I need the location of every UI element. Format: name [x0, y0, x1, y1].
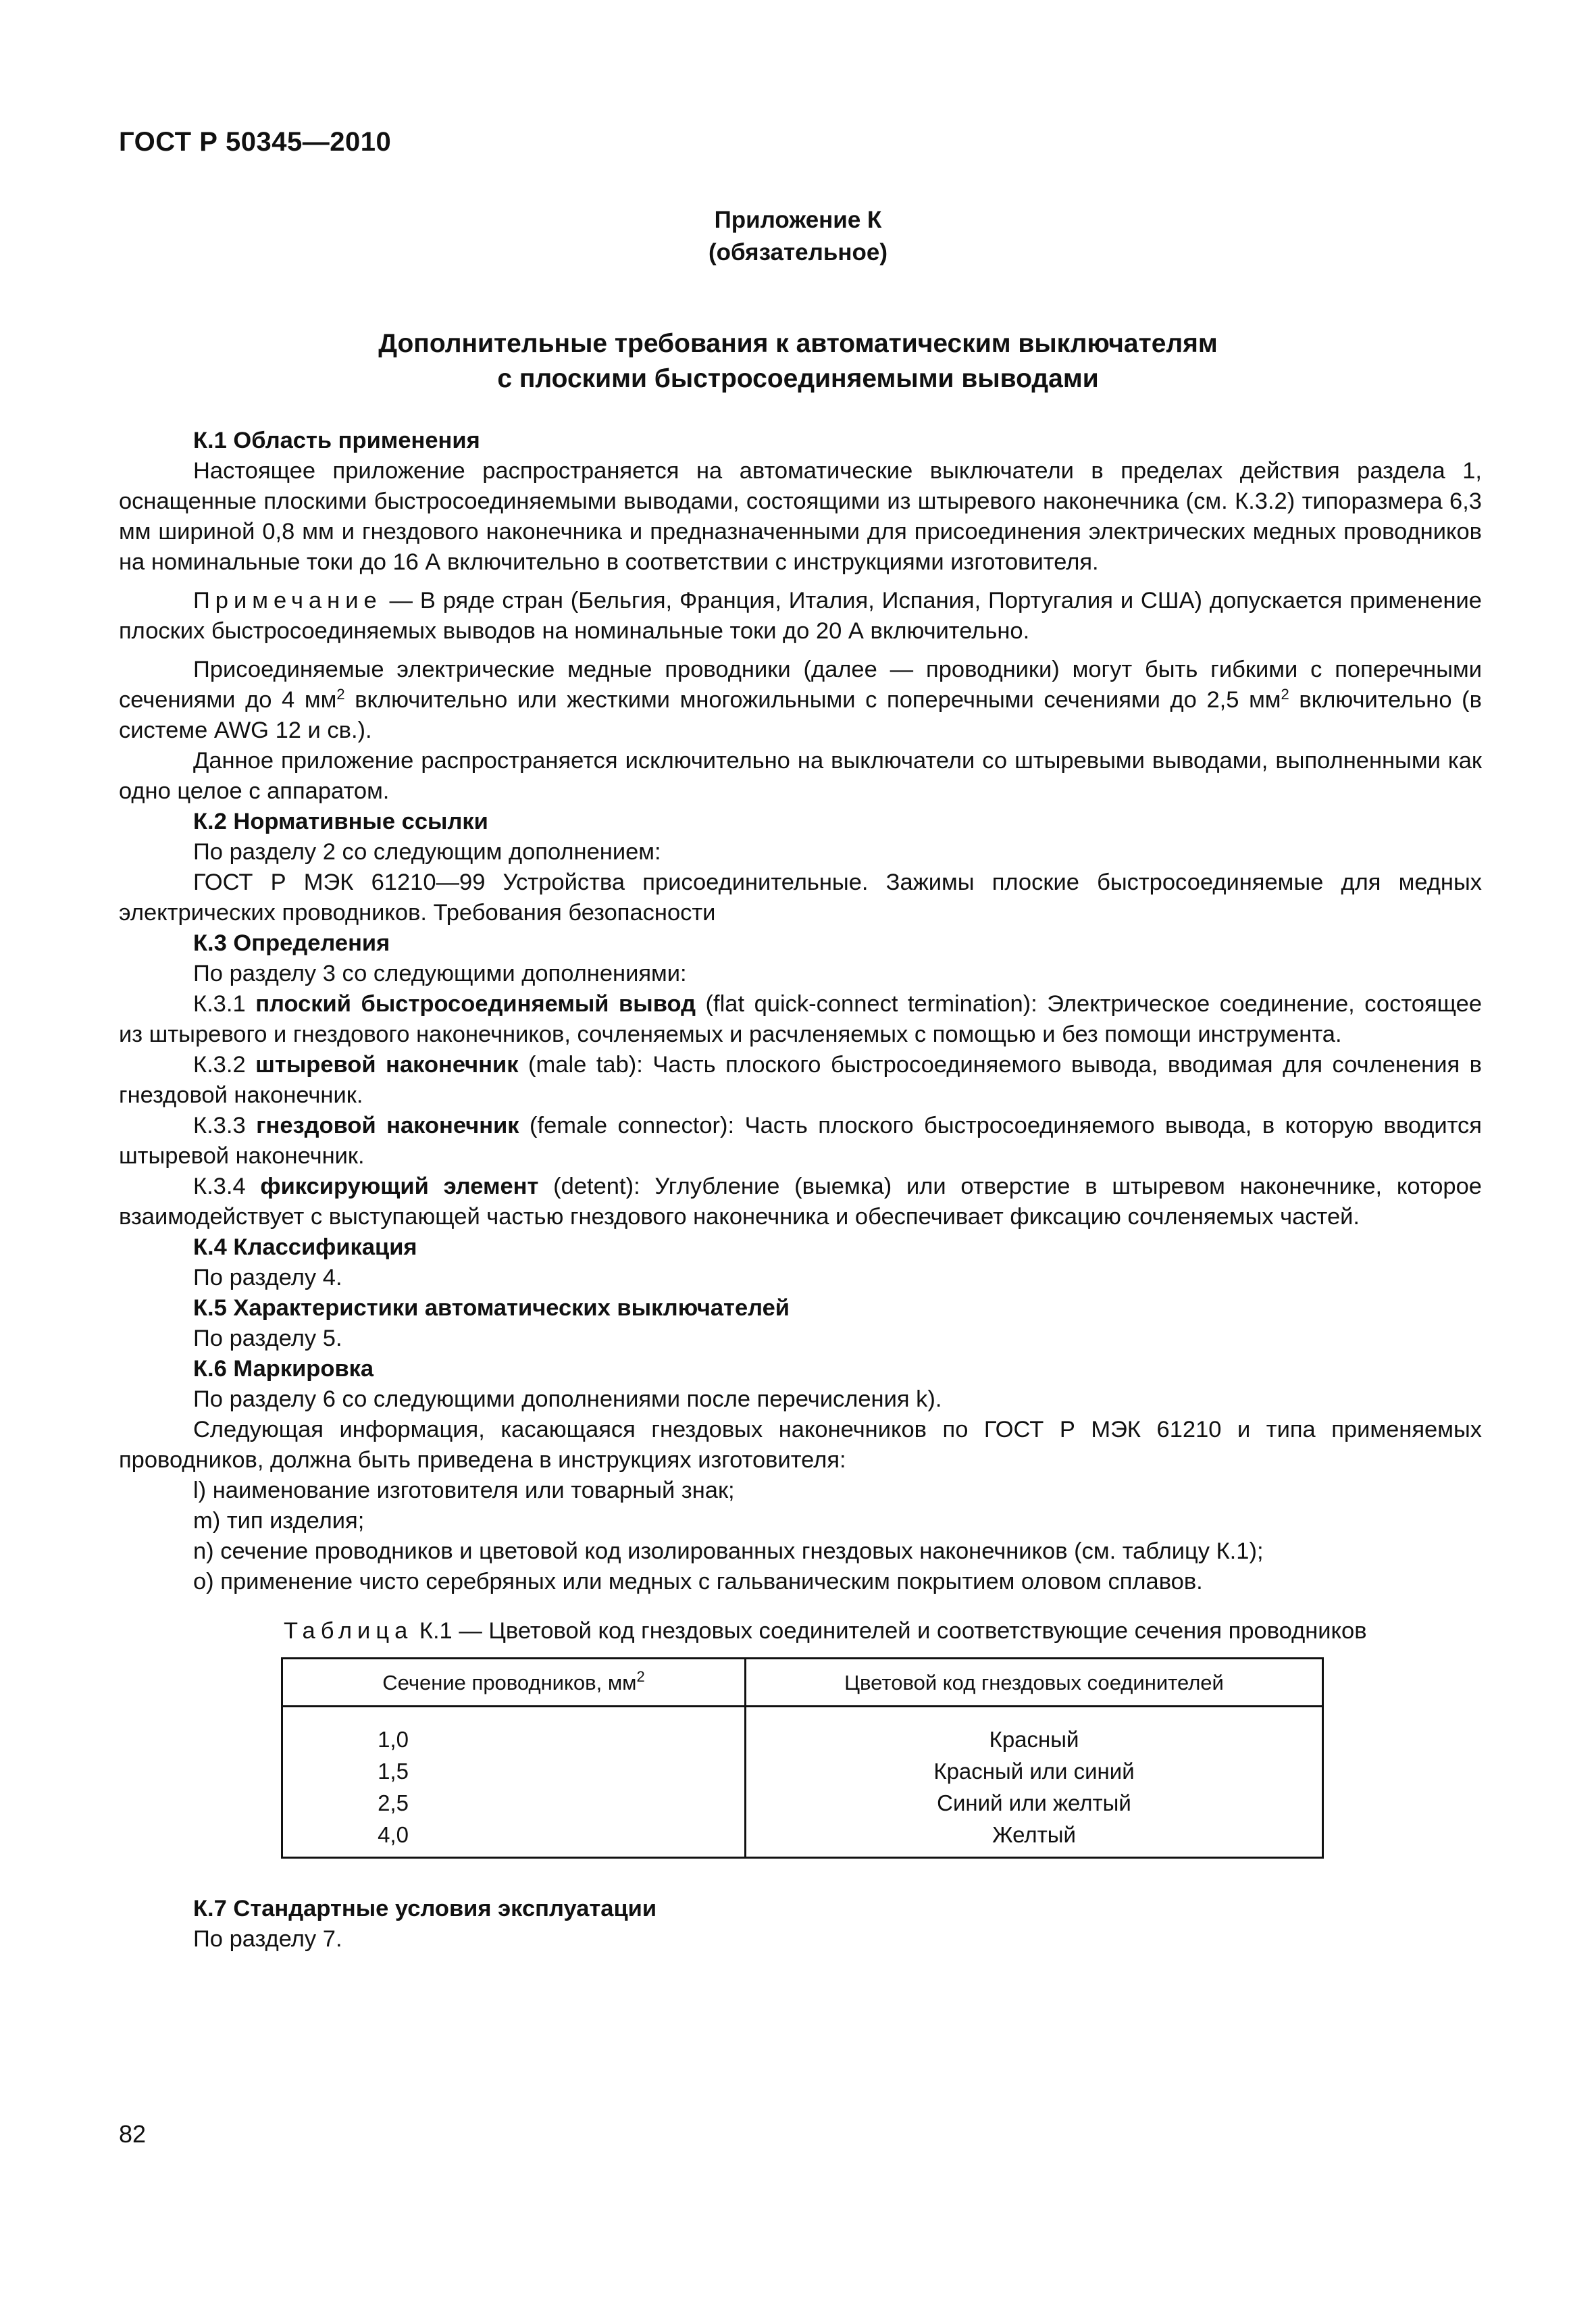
paragraph: По разделу 2 со следующим дополнением:: [193, 839, 661, 865]
definition-text: (female connector): Часть плоского быстросоединяемого вывода, в которую вводится штыревой наконечник.: [119, 1113, 1482, 1169]
list-item: m) тип изделия;: [193, 1508, 365, 1534]
definition: [119, 1172, 1482, 1232]
definition: [119, 1111, 1482, 1172]
definition-number: К.3.2: [193, 1052, 256, 1078]
table-caption-label: Таблица: [284, 1618, 413, 1644]
paragraph: По разделу 3 со следующими дополнениями:: [193, 961, 687, 986]
definition-term: фиксирующий элемент: [260, 1174, 539, 1199]
paragraph: [119, 655, 1482, 746]
section-heading-k5: К.5 Характеристики автоматических выключателей: [193, 1295, 790, 1321]
annex-heading: [0, 204, 1596, 269]
annex-title: Приложение К: [714, 207, 882, 233]
superscript: 2: [1281, 686, 1289, 703]
superscript: 2: [636, 1667, 645, 1685]
list-item: l) наименование изготовителя или товарный знак;: [193, 1478, 735, 1503]
definition-number: К.3.4: [193, 1174, 261, 1199]
definition-text: (flat quick-connect termination): Электрическое соединение, состоящее из штыревого и гнездового наконечников, сочленяемых и расчленяемых с помощью и без помощи инструмента.: [119, 991, 1483, 1047]
cell-text: 1,0: [378, 1727, 409, 1752]
title-line-1: Дополнительные требования к автоматическим выключателям: [378, 329, 1218, 358]
table-cell-section: [282, 1819, 746, 1858]
section-heading-k3: К.3 Определения: [193, 930, 390, 956]
annex-status: (обязательное): [708, 239, 887, 266]
column-header-text: Сечение проводников, мм: [382, 1670, 637, 1694]
table-row: [282, 1787, 1323, 1819]
cell-text: 4,0: [378, 1822, 409, 1847]
paragraph: Следующая информация, касающаяся гнездовых наконечников по ГОСТ Р МЭК 61210 и типа применяемых проводников, должна быть приведена в инструкциях изготовителя:: [119, 1417, 1482, 1473]
definition-term: штыревой наконечник: [255, 1052, 519, 1078]
text-fragment: включительно или жесткими многожильными с поперечными сечениями до 2,5 мм: [344, 687, 1281, 713]
cell-text: 1,5: [378, 1759, 409, 1784]
table-cell-color: Желтый: [746, 1819, 1323, 1858]
section-heading-k2: К.2 Нормативные ссылки: [193, 809, 488, 834]
title-line-2: с плоскими быстросоединяемыми выводами: [497, 364, 1099, 393]
paragraph: ГОСТ Р МЭК 61210—99 Устройства присоединительные. Зажимы плоские быстросоединяемые для медных электрических проводников. Требования безопасности: [119, 870, 1482, 926]
table-cell-color: Красный или синий: [746, 1755, 1323, 1787]
paragraph: По разделу 7.: [193, 1926, 342, 1952]
section-heading-k7: К.7 Стандартные условия эксплуатации: [193, 1896, 657, 1921]
table-cell-color: Синий или желтый: [746, 1787, 1323, 1819]
section-heading-k1: К.1 Область применения: [193, 428, 480, 453]
text-fragment: включительно (в системе AWG 12 и св.).: [119, 687, 1482, 743]
table-spacer-row: [282, 1707, 1323, 1724]
definition-text: (detent): Углубление (выемка) или отверстие в штыревом наконечнике, которое взаимодействует с выступающей частью гнездового наконечника и обеспечивает фиксацию сочленяемых частей.: [119, 1174, 1482, 1230]
page-number: 82: [119, 2120, 147, 2148]
note-label: Примечание: [193, 588, 382, 613]
definition: [119, 989, 1482, 1050]
definition: [119, 1050, 1482, 1111]
document-body: [119, 426, 1482, 1955]
column-header-section: [282, 1659, 746, 1707]
list-item: o) применение чисто серебряных или медных с гальваническим покрытием оловом сплавов.: [193, 1569, 1203, 1594]
paragraph: По разделу 4.: [193, 1265, 342, 1290]
paragraph: По разделу 6 со следующими дополнениями после перечисления k).: [193, 1386, 942, 1412]
table-cell-section: [282, 1724, 746, 1755]
table-row: [282, 1724, 1323, 1755]
table-cell-section: [282, 1755, 746, 1787]
superscript: 2: [336, 686, 345, 703]
column-header-color: Цветовой код гнездовых соединителей: [746, 1659, 1323, 1707]
table-cell-color: Красный: [746, 1724, 1323, 1755]
table-header-row: [282, 1659, 1323, 1707]
section-heading-k4: К.4 Классификация: [193, 1234, 417, 1260]
section-heading-k6: К.6 Маркировка: [193, 1356, 374, 1382]
definition-text: (male tab): Часть плоского быстросоединяемого вывода, вводимая для сочленения в гнездовой наконечник.: [119, 1052, 1482, 1108]
note-paragraph: [119, 586, 1482, 647]
paragraph: По разделу 5.: [193, 1326, 342, 1351]
standard-header: ГОСТ Р 50345—2010: [119, 127, 392, 157]
table-caption-text: К.1 — Цветовой код гнездовых соединителей и соответствующие сечения проводников: [413, 1618, 1367, 1644]
definition-term: плоский быстросоединяемый вывод: [255, 991, 696, 1017]
paragraph: Настоящее приложение распространяется на автоматические выключатели в пределах действия раздела 1, оснащенные плоскими быстросоединяемыми выводами, состоящими из штыревого наконечника (см. К.3.2) типоразмера 6,3 мм шириной 0,8 мм и гнездового наконечника и предназначенными для присоединения электрических медных проводников на номинальные токи до 16 А включительно в соответствии с инструкциями изготовителя.: [119, 458, 1482, 575]
cell-text: 2,5: [378, 1790, 409, 1815]
color-code-table: [281, 1657, 1324, 1859]
table-row: [282, 1755, 1323, 1787]
document-title: [0, 326, 1596, 397]
note-text: — В ряде стран (Бельгия, Франция, Италия, Испания, Португалия и США) допускается применение плоских быстросоединяемых выводов на номинальные токи до 20 А включительно.: [119, 588, 1482, 644]
definition-number: К.3.3: [193, 1113, 257, 1138]
table-cell-section: [282, 1787, 746, 1819]
paragraph: Данное приложение распространяется исключительно на выключатели со штыревыми выводами, выполненными как одно целое с аппаратом.: [119, 748, 1482, 804]
table-row: [282, 1819, 1323, 1858]
text-fragment: Присоединяемые электрические медные проводники (далее — проводники) могут быть гибкими с поперечными сечениями до 4 мм: [119, 657, 1482, 713]
definition-number: К.3.1: [193, 991, 256, 1017]
table-caption: [284, 1616, 1432, 1646]
definition-term: гнездовой наконечник: [256, 1113, 519, 1138]
list-item: n) сечение проводников и цветовой код изолированных гнездовых наконечников (см. таблицу К.1);: [193, 1538, 1264, 1564]
